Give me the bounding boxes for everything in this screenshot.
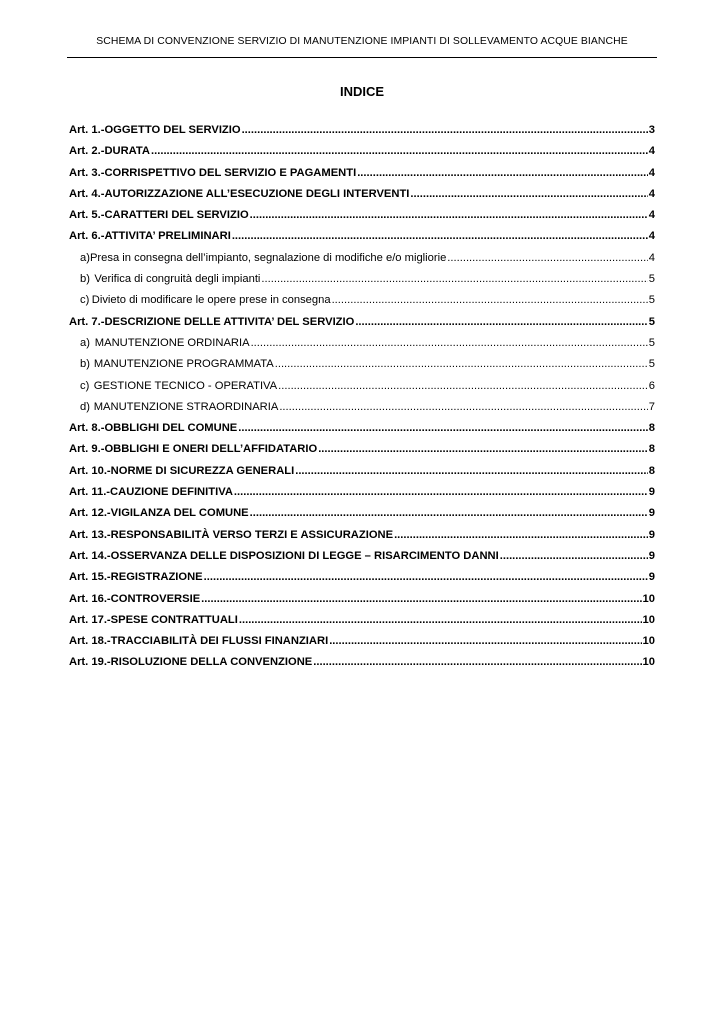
toc-entry[interactable] [69,571,655,592]
toc-entry[interactable] [69,593,655,614]
toc-entry-label: REGISTRAZIONE [110,571,203,584]
toc-entry-label: TRACCIABILITÀ DEI FLUSSI FINANZIARI [110,635,329,648]
toc-entry[interactable] [69,656,655,677]
toc-entry-number: a) [80,251,90,264]
toc-entry-label: SPESE CONTRATTUALI [110,613,238,626]
page-title: INDICE [339,84,385,99]
toc-dot-leader [242,124,648,136]
toc-entry[interactable] [69,635,655,656]
toc-entry-label: OSSERVANZA DELLE DISPOSIZIONI DI LEGGE – RISARCIMENTO DANNI [110,549,499,562]
toc-dot-leader [151,145,648,157]
toc-entry-number: Art. 2.- [69,145,105,158]
toc-dot-leader [279,401,647,413]
toc-entry-page: 4 [648,145,655,158]
toc-entry-label: OBBLIGHI E ONERI DELL’AFFIDATARIO [104,443,318,456]
toc-dot-leader [355,316,647,328]
toc-entry[interactable] [69,422,655,443]
toc-dot-leader [232,230,648,242]
toc-dot-leader [251,337,648,349]
toc-entry[interactable] [69,529,655,550]
toc-entry-number: Art. 19.- [69,656,111,669]
toc-entry-number: Art. 6.- [69,230,105,243]
toc-entry-number: Art. 7.- [69,315,105,328]
toc-entry-number: Art. 18.- [69,635,111,648]
toc-entry-number: Art. 11.- [69,486,111,499]
toc-entry[interactable] [69,188,655,209]
toc-entry-label: Presa in consegna dell’impianto, segnalazione di modifiche e/o migliorie [89,251,447,264]
toc-entry-page: 10 [642,656,655,669]
table-of-contents [69,124,655,678]
toc-entry-page: 10 [642,635,655,648]
toc-entry-page: 4 [648,230,655,243]
toc-entry-number: c) [80,379,90,392]
toc-entry-page: 7 [648,400,655,413]
toc-entry[interactable] [69,401,655,422]
toc-dot-leader [204,571,648,583]
toc-entry[interactable] [69,337,655,358]
toc-entry-page: 3 [648,124,655,136]
toc-dot-leader [234,486,648,498]
toc-entry[interactable] [69,294,655,315]
toc-dot-leader [410,188,647,200]
toc-entry-page: 9 [648,486,655,499]
toc-entry-number: Art. 3.- [69,166,105,179]
toc-entry-page: 4 [648,166,655,179]
toc-entry-label: MANUTENZIONE PROGRAMMATA [93,358,274,371]
toc-entry-number: Art. 16.- [69,592,111,605]
toc-dot-leader [332,294,648,306]
toc-entry-label: DESCRIZIONE DELLE ATTIVITA’ DEL SERVIZIO [104,315,355,328]
toc-entry-page: 6 [648,379,655,392]
toc-entry[interactable] [69,209,655,230]
toc-entry-page: 4 [648,251,655,264]
toc-dot-leader [394,529,648,541]
toc-entry-page: 5 [648,315,655,328]
toc-entry-label: Verifica di congruità degli impianti [94,273,261,286]
toc-entry-label: ATTIVITA’ PRELIMINARI [104,230,231,243]
toc-entry-label: RISOLUZIONE DELLA CONVENZIONE [110,656,313,669]
toc-entry-number: b) [80,358,90,371]
toc-entry-label: VIGILANZA DEL COMUNE [110,507,249,520]
toc-entry-label: RESPONSABILITÀ VERSO TERZI E ASSICURAZIONE [110,528,394,541]
toc-entry[interactable] [69,443,655,464]
toc-entry[interactable] [69,486,655,507]
toc-entry-number: c) [80,294,90,307]
toc-entry-number: Art. 4.- [69,187,105,200]
toc-entry[interactable] [69,358,655,379]
toc-entry-number: Art. 5.- [69,209,105,222]
toc-dot-leader [250,507,648,519]
toc-dot-leader [447,252,647,264]
toc-entry-page: 5 [648,273,655,286]
toc-entry-page: 8 [648,422,655,435]
toc-entry[interactable] [69,230,655,251]
toc-entry[interactable] [69,507,655,528]
toc-entry-page: 8 [648,443,655,456]
toc-dot-leader [238,422,648,434]
toc-entry-label: DURATA [104,145,151,158]
toc-entry[interactable] [69,167,655,188]
toc-dot-leader [239,614,642,626]
toc-entry-number: d) [80,400,90,413]
header-rule [67,57,657,58]
toc-dot-leader [201,593,641,605]
toc-entry-page: 9 [648,571,655,584]
toc-dot-leader [278,380,648,392]
toc-entry-page: 8 [648,464,655,477]
toc-dot-leader [313,656,641,668]
toc-entry-label: MANUTENZIONE ORDINARIA [94,336,250,349]
toc-entry-number: Art. 13.- [69,528,111,541]
toc-entry-number: Art. 15.- [69,571,111,584]
toc-dot-leader [261,273,647,285]
toc-entry-page: 5 [648,358,655,371]
toc-entry-label: MANUTENZIONE STRAORDINARIA [93,400,279,413]
toc-entry-number: Art. 14.- [69,549,111,562]
toc-dot-leader [329,635,641,647]
toc-entry-page: 5 [648,294,655,307]
toc-dot-leader [500,550,648,562]
toc-entry-number: Art. 1.- [69,124,105,136]
toc-entry[interactable] [69,145,655,166]
toc-dot-leader [250,209,648,221]
toc-entry-page: 9 [648,549,655,562]
toc-entry-page: 4 [648,209,655,222]
toc-entry[interactable] [69,252,655,273]
toc-dot-leader [357,167,648,179]
toc-entry[interactable] [69,614,655,635]
toc-entry-label: CARATTERI DEL SERVIZIO [104,209,249,222]
toc-entry-label: CAUZIONE DEFINITIVA [110,486,233,499]
toc-entry[interactable] [69,316,655,337]
toc-dot-leader [275,358,648,370]
toc-entry-label: CONTROVERSIE [110,592,201,605]
toc-entry-number: b) [80,273,90,286]
toc-dot-leader [318,443,648,455]
toc-entry-label: CORRISPETTIVO DEL SERVIZIO E PAGAMENTI [104,166,357,179]
toc-entry[interactable] [69,465,655,486]
toc-entry-label: GESTIONE TECNICO - OPERATIVA [93,379,278,392]
toc-entry-page: 5 [648,336,655,349]
toc-entry-label: OGGETTO DEL SERVIZIO [104,124,241,136]
running-header: SCHEMA DI CONVENZIONE SERVIZIO DI MANUTENZIONE IMPIANTI DI SOLLEVAMENTO ACQUE BIANCHE [96,36,628,47]
toc-entry-page: 10 [642,592,655,605]
toc-entry[interactable] [69,550,655,571]
toc-entry-number: Art. 10.- [69,464,111,477]
toc-entry-page: 4 [648,187,655,200]
toc-entry[interactable] [69,380,655,401]
toc-entry-label: AUTORIZZAZIONE ALL’ESECUZIONE DEGLI INTERVENTI [104,187,410,200]
toc-entry-number: Art. 12.- [69,507,111,520]
toc-entry-label: Divieto di modificare le opere prese in consegna [91,294,331,307]
toc-entry-page: 9 [648,507,655,520]
toc-entry-number: Art. 9.- [69,443,105,456]
toc-entry-number: Art. 8.- [69,422,105,435]
toc-entry-label: OBBLIGHI DEL COMUNE [104,422,238,435]
toc-entry-number: Art. 17.- [69,613,111,626]
toc-entry[interactable] [69,124,655,145]
toc-entry-number: a) [80,336,90,349]
toc-entry[interactable] [69,273,655,294]
toc-dot-leader [295,465,648,477]
toc-entry-page: 10 [642,613,655,626]
toc-entry-page: 9 [648,528,655,541]
toc-entry-label: NORME DI SICUREZZA GENERALI [110,464,295,477]
